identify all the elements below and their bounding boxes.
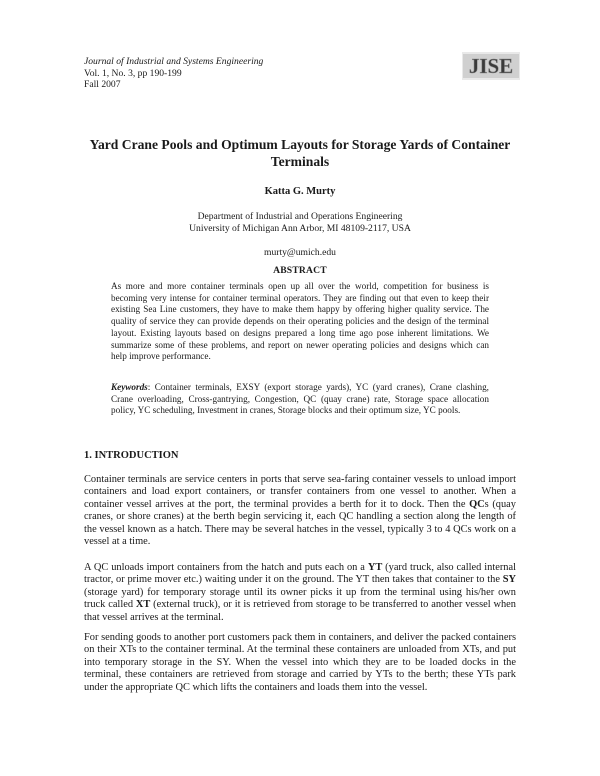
term-sy: SY: [502, 574, 516, 586]
jise-logo: [462, 52, 520, 80]
journal-name: Journal of Industrial and Systems Engineering: [84, 56, 264, 67]
intro-paragraph-2: [84, 562, 516, 624]
intro-paragraph-3: For sending goods to another port customers pack them in containers, and deliver the packed containers on their XTs to the container terminal. At the terminal these containers are unloaded from XTs, and put into temporary storage in the SY. When the vessel into which they are to be loaded docks in the terminal, these containers are retrieved from storage and carried by YTs to the berth; these YTs park under the appropriate QC which lifts the containers and loads them into the vessel.: [84, 632, 516, 693]
p2-text-b: (yard truck, also called internal tractor, or prime mover etc.) waiting under it on the ground. The YT then takes that container to the: [84, 562, 516, 586]
term-yt: YT: [367, 562, 383, 573]
paper-author: Katta G. Murty: [264, 186, 336, 197]
keywords: [111, 382, 489, 417]
jise-logo-text: JISE: [468, 54, 514, 78]
p2-text-d: (external truck), or it is retrieved from storage to be transferred to another vessel when that vessel arrives at the terminal.: [84, 599, 516, 623]
abstract-text: As more and more container terminals open up all over the world, competition for business is becoming very intense for container terminal operators. They are finding out that even to keep their existing Sea Line customers, they have to make them happy by offering higher quality service. The quality of service they can provide depends on their operating policies and the design of the terminal layout. Existing layouts based on designs prepared a long time ago pose inherent limitations. We summarize some of these problems, and report on newer operating policies and designs which can help improve performance.: [111, 281, 489, 362]
p2-text-a: A QC unloads import containers from the hatch and puts each on a: [84, 562, 368, 573]
term-qc: QC: [469, 498, 485, 510]
abstract-heading: ABSTRACT: [273, 265, 327, 276]
intro-paragraph-1: [84, 474, 516, 548]
author-email: murty@umich.edu: [264, 247, 336, 258]
affiliation-line-1: Department of Industrial and Operations Engineering: [197, 211, 403, 222]
paper-title: Yard Crane Pools and Optimum Layouts for Storage Yards of Container Terminals: [89, 137, 511, 169]
author-affiliation: [100, 211, 500, 235]
term-xt: XT: [135, 599, 151, 611]
p2-text-c: (storage yard) for temporary storage until its owner picks it up from the terminal using his/her own truck called: [84, 586, 516, 611]
keywords-label: Keywords: [111, 382, 148, 392]
journal-issue: Fall 2007: [84, 79, 121, 90]
journal-volume: Vol. 1, No. 3, pp 190-199: [84, 67, 182, 79]
journal-header: [84, 56, 263, 91]
keywords-separator: :: [147, 382, 155, 392]
p1-text-a: Container terminals are service centers in ports that serve sea-faring container vessels to unload import containers and load export containers, or transfer containers from one vessel to another. When a container vessel arrives at the port, the terminal provides a berth for it to dock. Then the: [84, 474, 516, 510]
affiliation-line-2: University of Michigan Ann Arbor, MI 48109-2117, USA: [189, 222, 411, 234]
p1-text-b: s (quay cranes, or shore cranes) at the berth begin servicing it, each QC handling a section along the length of the vessel known as a hatch. There may be several hatches in the vessel, typically 3 to 4 QCs work on a vessel at a time.: [84, 498, 516, 548]
keywords-text: Container terminals, EXSY (export storage yards), YC (yard cranes), Crane clashing, Crane overloading, Cross-gantrying, Congestion, QC (quay crane) rate, Storage space allocation policy, YC scheduling, Investment in cranes, Storage blocks and their optimum size, YC pools.: [111, 382, 489, 416]
section-heading: 1. INTRODUCTION: [84, 450, 179, 461]
